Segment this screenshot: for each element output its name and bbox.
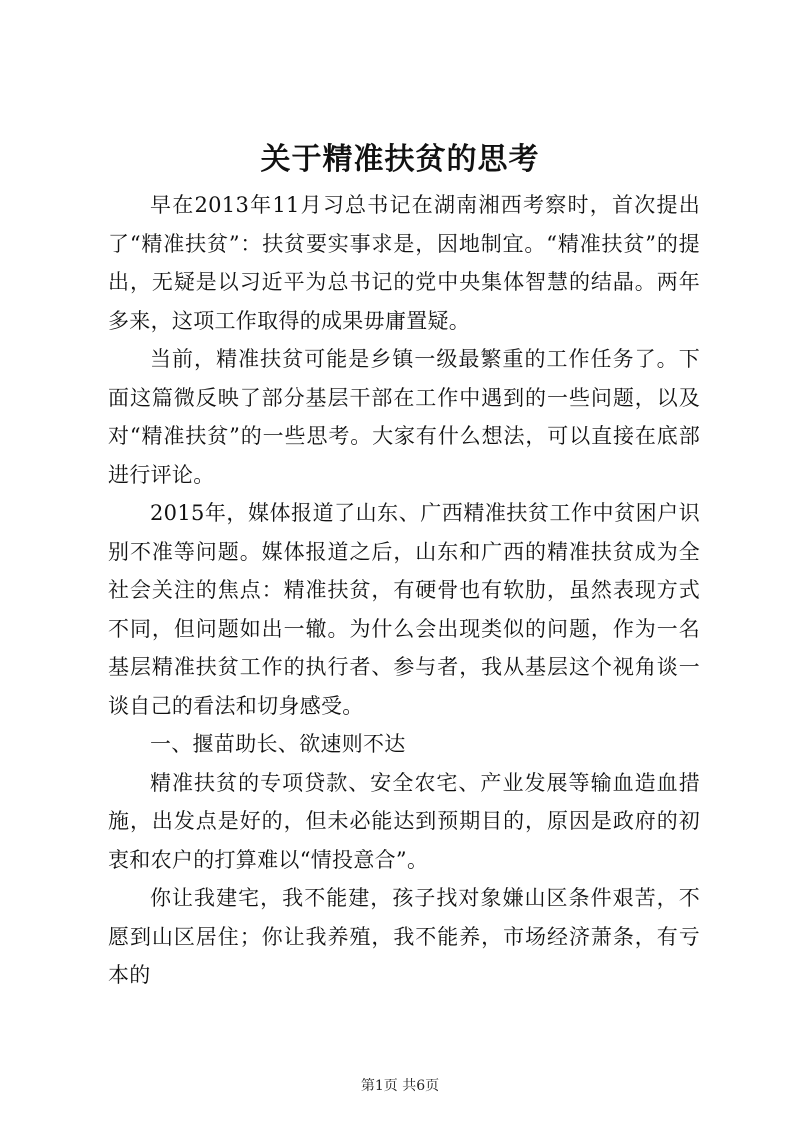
paragraph-4: 精准扶贫的专项贷款、安全农宅、产业发展等输血造血措施，出发点是好的，但未必能达到预期目的，原因是政府的初衷和农户的打算难以“情投意合”。 bbox=[108, 770, 700, 872]
page-footer: 第1页 共6页 bbox=[360, 1078, 440, 1094]
document-body bbox=[108, 186, 700, 995]
paragraph-3: 2015年，媒体报道了山东、广西精准扶贫工作中贫困户识别不准等问题。媒体报道之后，山东和广西的精准扶贫成为全社会关注的焦点：精准扶贫，有硬骨也有软肋，虽然表现方式不同，但问题如出一辙。为什么会出现类似的问题，作为一名基层精准扶贫工作的执行者、参与者，我从基层这个视角谈一谈自己的看法和切身感受。 bbox=[108, 501, 700, 718]
section-heading-1: 一、揠苗助长、欲速则不达 bbox=[150, 732, 406, 756]
paragraph-5: 你让我建宅，我不能建，孩子找对象嫌山区条件艰苦，不愿到山区居住；你让我养殖，我不能养，市场经济萧条，有亏本的 bbox=[108, 886, 700, 987]
paragraph-1: 早在2013年11月习总书记在湖南湘西考察时，首次提出了“精准扶贫”：扶贫要实事求是，因地制宜。“精准扶贫”的提出，无疑是以习近平为总书记的党中央集体智慧的结晶。两年多来，这项工作取得的成果毋庸置疑。 bbox=[108, 193, 700, 333]
document-title: 关于精准扶贫的思考 bbox=[260, 142, 540, 177]
paragraph-2: 当前，精准扶贫可能是乡镇一级最繁重的工作任务了。下面这篇微反映了部分基层干部在工作中遇到的一些问题，以及对“精准扶贫”的一些思考。大家有什么想法，可以直接在底部进行评论。 bbox=[108, 347, 700, 487]
